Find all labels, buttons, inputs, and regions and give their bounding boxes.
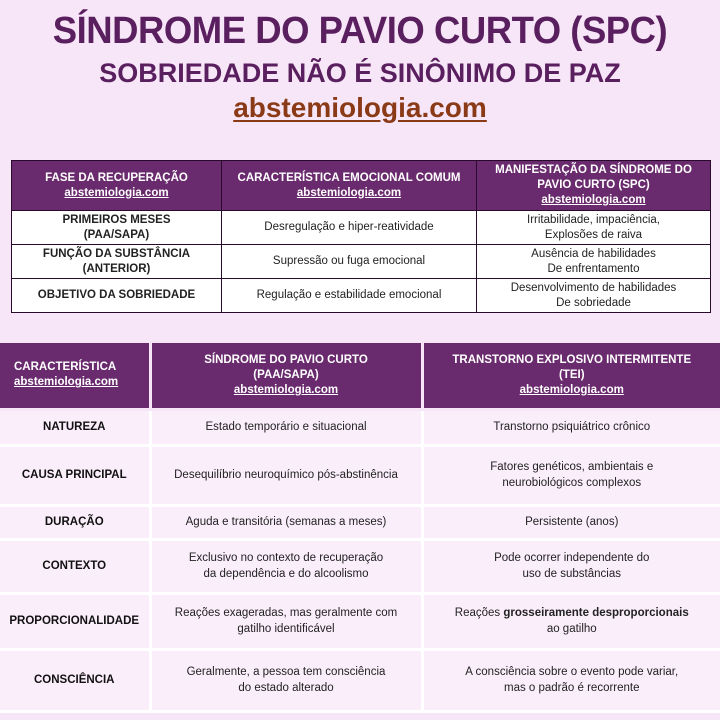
header-emotional: CARACTERÍSTICA EMOCIONAL COMUM abstemiologia.com — [222, 161, 477, 211]
table-row — [12, 279, 711, 313]
site-link[interactable]: abstemiologia.com — [233, 92, 487, 123]
row-label: NATUREZA — [0, 409, 150, 445]
table-row — [0, 505, 720, 539]
site-link[interactable]: abstemiologia.com — [296, 186, 402, 199]
comparison-table — [0, 343, 720, 713]
row-label: CAUSA PRINCIPAL — [0, 445, 150, 505]
page-subtitle: SOBRIEDADE NÃO É SINÔNIMO DE PAZ — [99, 58, 621, 88]
site-link[interactable]: abstemiologia.com — [14, 376, 119, 389]
cell-spc: Aguda e transitória (semanas a meses) — [150, 505, 422, 539]
site-link[interactable]: abstemiologia.com — [541, 194, 646, 206]
cell-spc: Geralmente, a pessoa tem consciência do estado alterado — [150, 649, 422, 711]
table-row — [0, 593, 720, 649]
row-label: PRIMEIROS MESES (PAA/SAPA) — [12, 211, 222, 245]
row-label: CONSCIÊNCIA — [0, 649, 150, 711]
row-label: CONTEXTO — [0, 539, 150, 593]
cell-tei: Fatores genéticos, ambientais e neurobiológicos complexos — [422, 445, 720, 505]
cell-tei: Pode ocorrer independente do uso de substâncias — [422, 539, 720, 593]
table-row — [0, 445, 720, 505]
cell-emotional: Regulação e estabilidade emocional — [222, 279, 477, 313]
row-label: DURAÇÃO — [0, 505, 150, 539]
header-tei: TRANSTORNO EXPLOSIVO INTERMITENTE (TEI) abstemiologia.com — [422, 343, 720, 409]
page-title: SÍNDROME DO PAVIO CURTO (SPC) — [52, 10, 668, 52]
cell-spc: Irritabilidade, impaciência, Explosões de raiva — [477, 211, 711, 245]
site-link[interactable]: abstemiologia.com — [64, 186, 169, 199]
cell-emotional: Desregulação e hiper-reatividade — [222, 211, 477, 245]
cell-tei: Reações grosseiramente desproporcionais ao gatilho — [422, 593, 720, 649]
cell-tei: A consciência sobre o evento pode variar, mas o padrão é recorrente — [422, 649, 720, 711]
cell-tei: Transtorno psiquiátrico crônico — [422, 409, 720, 445]
header-spc: MANIFESTAÇÃO DA SÍNDROME DO PAVIO CURTO (SPC) abstemiologia.com — [477, 161, 711, 211]
cell-spc: Reações exageradas, mas geralmente com gatilho identificável — [150, 593, 422, 649]
site-link[interactable]: abstemiologia.com — [519, 383, 624, 396]
cell-spc: Desequilíbrio neuroquímico pós-abstinência — [150, 445, 422, 505]
cell-spc: Desenvolvimento de habilidades De sobriedade — [477, 279, 711, 313]
table-header-row — [0, 343, 720, 409]
table-row — [0, 539, 720, 593]
cell-spc: Ausência de habilidades De enfrentamento — [477, 245, 711, 279]
row-label: OBJETIVO DA SOBRIEDADE — [12, 279, 222, 313]
row-label: FUNÇÃO DA SUBSTÂNCIA (ANTERIOR) — [12, 245, 222, 279]
header-phase: FASE DA RECUPERAÇÃO abstemiologia.com — [12, 161, 222, 211]
site-link[interactable]: abstemiologia.com — [233, 383, 339, 396]
row-label: PROPORCIONALIDADE — [0, 593, 150, 649]
cell-spc: Exclusivo no contexto de recuperação da dependência e do alcoolismo — [150, 539, 422, 593]
table-row — [0, 409, 720, 445]
cell-spc: Estado temporário e situacional — [150, 409, 422, 445]
cell-tei: Persistente (anos) — [422, 505, 720, 539]
recovery-phase-table — [11, 160, 711, 313]
header-spc: SÍNDROME DO PAVIO CURTO (PAA/SAPA) abstemiologia.com — [150, 343, 422, 409]
header-characteristic: CARACTERÍSTICA abstemiologia.com — [0, 343, 150, 409]
table-row — [12, 211, 711, 245]
table-header-row — [12, 161, 711, 211]
cell-emotional: Supressão ou fuga emocional — [222, 245, 477, 279]
table-row — [12, 245, 711, 279]
header — [0, 0, 720, 140]
table-row — [0, 649, 720, 711]
